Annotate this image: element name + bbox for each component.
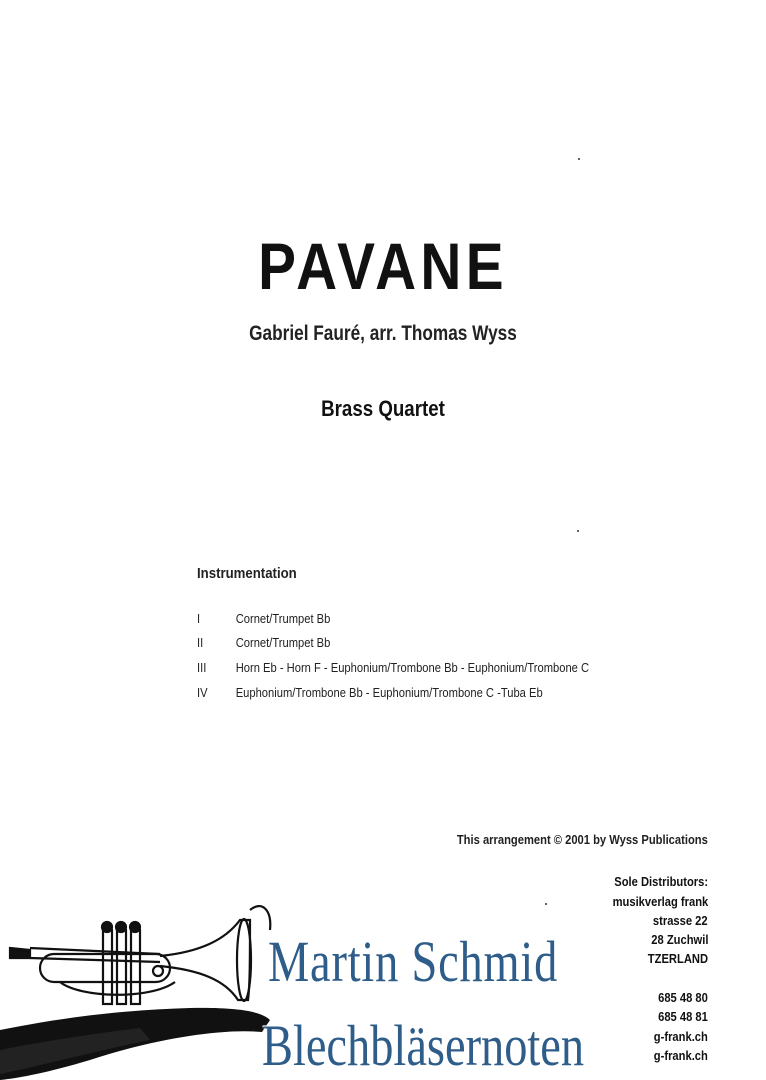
watermark-line-2: Blechbläsernoten	[262, 1013, 585, 1078]
instrument-part	[197, 660, 589, 675]
instrument-part	[197, 685, 543, 700]
distributor-line: musikverlag frank	[612, 894, 708, 909]
part-number: II	[197, 635, 204, 650]
scan-speck	[578, 158, 580, 160]
part-instruments: Cornet/Trumpet Bb	[235, 611, 331, 626]
part-number: IV	[197, 685, 208, 700]
part-number: I	[197, 611, 201, 626]
instrument-part	[197, 611, 330, 626]
part-instruments: Cornet/Trumpet Bb	[235, 635, 331, 650]
distributor-line: TZERLAND	[647, 951, 708, 966]
distributor-line: g-frank.ch	[653, 1048, 708, 1063]
distributor-line: 28 Zuchwil	[650, 932, 708, 947]
copyright-notice: This arrangement © 2001 by Wyss Publications	[457, 832, 708, 847]
distributor-line: 685 48 80	[658, 990, 708, 1005]
instrumentation-heading: Instrumentation	[197, 565, 297, 582]
scan-speck	[577, 530, 579, 532]
instrument-part	[197, 635, 330, 650]
watermark-line-1: Martin Schmid	[268, 929, 559, 994]
ensemble-label: Brass Quartet	[321, 396, 445, 421]
part-instruments: Horn Eb - Horn F - Euphonium/Trombone Bb - Euphonium/Trombone C	[235, 660, 590, 675]
part-number: III	[197, 660, 207, 675]
page-title: PAVANE	[258, 229, 508, 303]
trumpet-icon	[10, 906, 270, 1004]
distributor-line: strasse 22	[653, 913, 708, 928]
distributor-line: 685 48 81	[658, 1009, 708, 1024]
composer-credit: Gabriel Fauré, arr. Thomas Wyss	[249, 322, 517, 345]
distributor-heading: Sole Distributors:	[614, 874, 708, 889]
distributor-line: g-frank.ch	[653, 1029, 708, 1044]
part-instruments: Euphonium/Trombone Bb - Euphonium/Trombone C -Tuba Eb	[235, 685, 543, 700]
